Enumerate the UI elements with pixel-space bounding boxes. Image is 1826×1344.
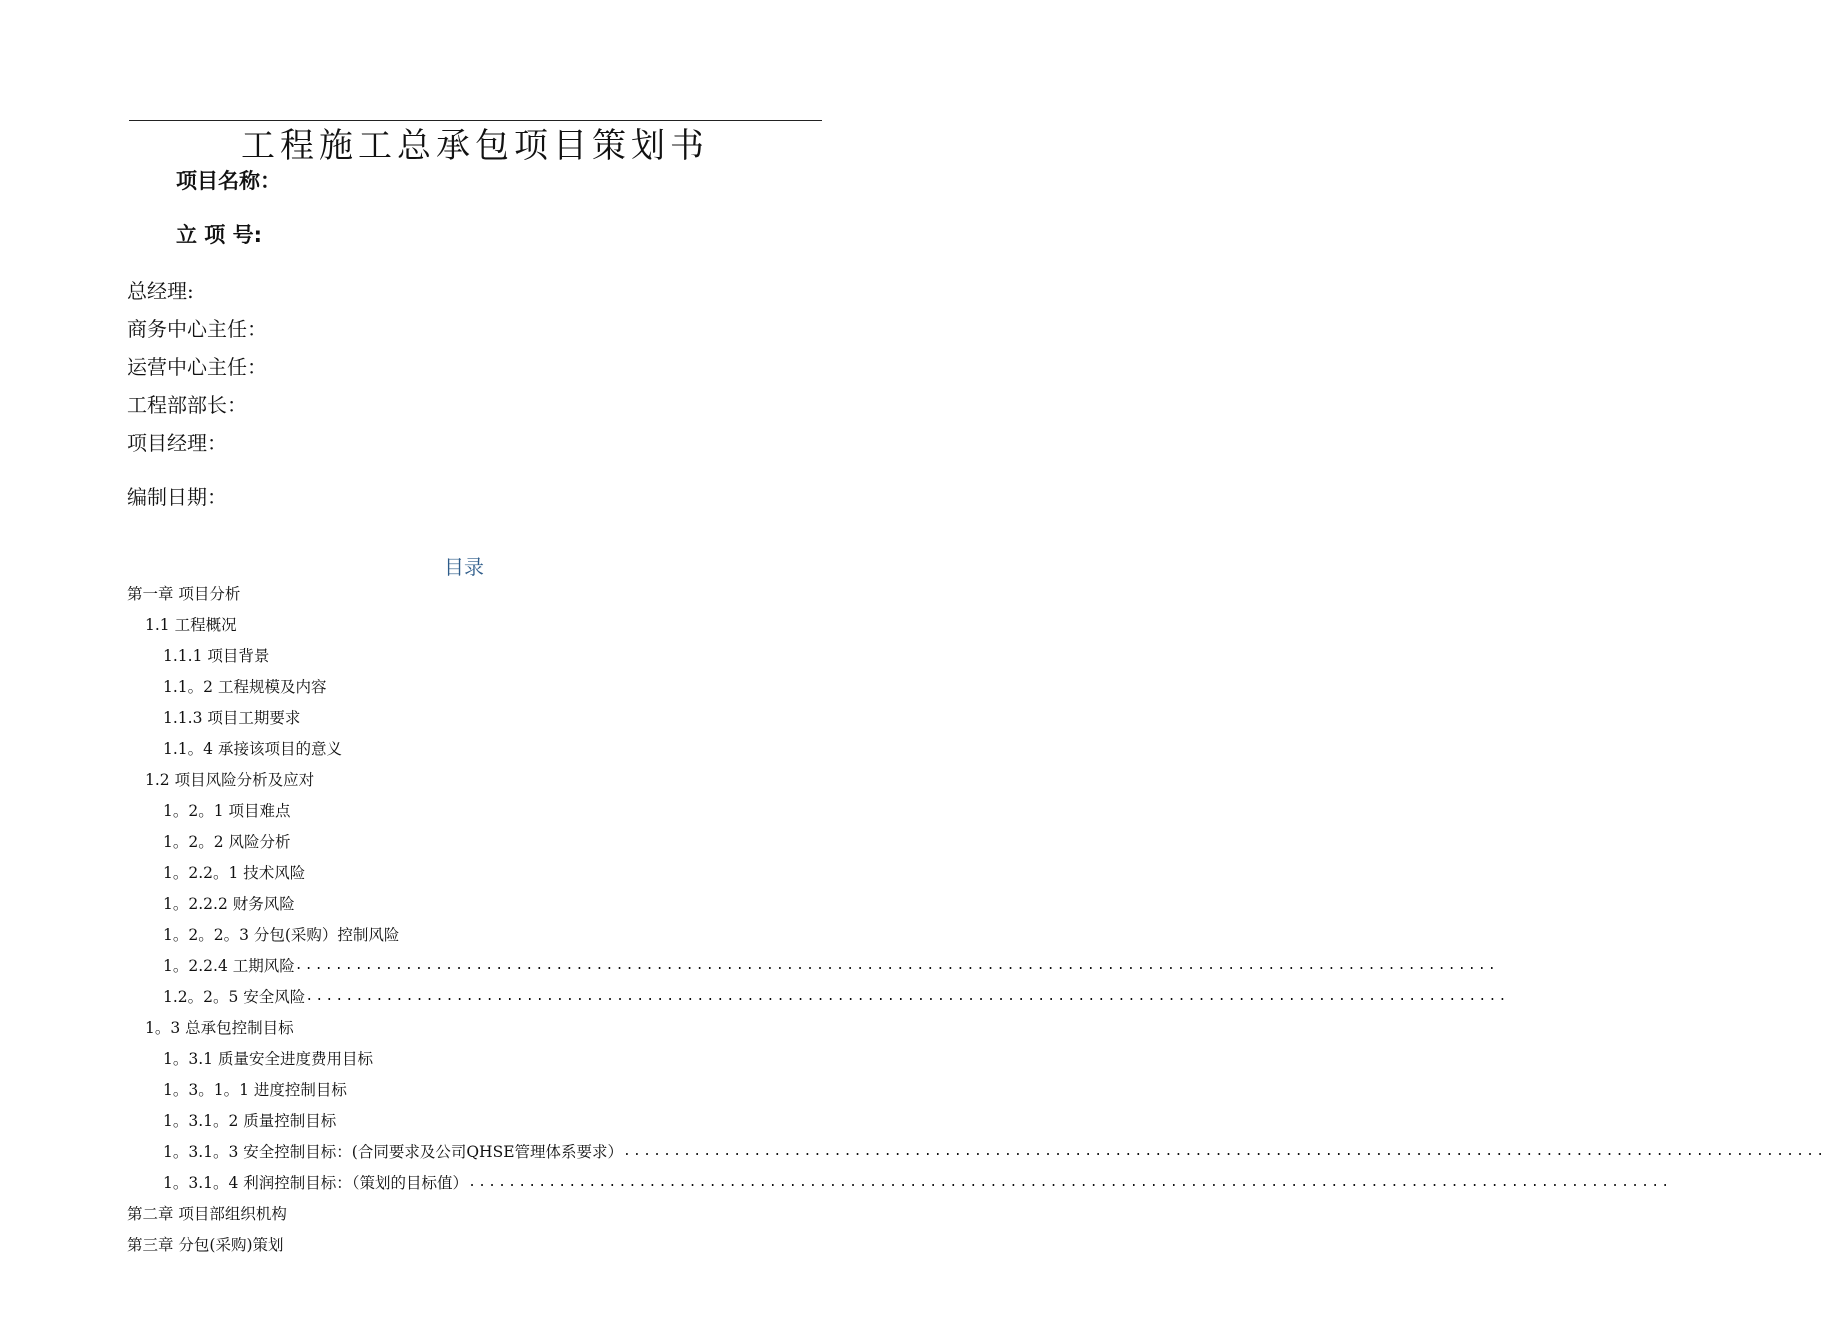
toc-item[interactable] bbox=[127, 1200, 822, 1231]
toc-item[interactable] bbox=[163, 921, 822, 952]
toc-item-text: 第二章 项目部组织机构 bbox=[127, 1205, 287, 1223]
toc-item-text: 1.1 工程概况 bbox=[145, 616, 237, 634]
toc-dot-leader: ........................................................................................................................ bbox=[305, 989, 1509, 1004]
toc-item-text: 1。3。1。1 进度控制目标 bbox=[163, 1081, 347, 1099]
toc-item-text: 1.1。2 工程规模及内容 bbox=[163, 678, 327, 696]
toc-item-text: 1。3.1。2 质量控制目标 bbox=[163, 1112, 337, 1130]
toc-item[interactable] bbox=[163, 890, 822, 921]
toc-item[interactable] bbox=[163, 1076, 822, 1107]
signature-project-manager: 项目经理： bbox=[127, 431, 227, 455]
toc-item[interactable] bbox=[127, 1231, 822, 1262]
toc-item-text: 第一章 项目分析 bbox=[127, 585, 241, 603]
signature-business-center: 商务中心主任： bbox=[127, 317, 267, 341]
toc-item[interactable] bbox=[163, 1107, 822, 1138]
toc-item-text: 1.1.3 项目工期要求 bbox=[163, 709, 301, 727]
compile-date-label: 编制日期： bbox=[127, 485, 227, 509]
toc-item-text: 1。3 总承包控制目标 bbox=[145, 1019, 294, 1037]
header-rule bbox=[129, 120, 822, 121]
toc-item-text: 1。2.2。1 技术风险 bbox=[163, 864, 306, 882]
toc-item-text: 第三章 分包(采购)策划 bbox=[127, 1236, 284, 1254]
toc-item[interactable] bbox=[163, 1045, 822, 1076]
toc-item-text: 1。3.1。3 安全控制目标：(合同要求及公司QHSE管理体系要求） bbox=[163, 1143, 624, 1161]
toc-item-text: 1。2。2 风险分析 bbox=[163, 833, 291, 851]
toc-item[interactable] bbox=[163, 859, 822, 890]
toc-item-text: 1.1.1 项目背景 bbox=[163, 647, 270, 665]
toc-item-text: 1。2.2.2 财务风险 bbox=[163, 895, 295, 913]
toc-item[interactable] bbox=[163, 704, 822, 735]
toc-dot-leader: ........................................................................................................................ bbox=[468, 1175, 1672, 1190]
signature-engineering-head: 工程部部长： bbox=[127, 393, 247, 417]
document-title: 工程施工总承包项目策划书 bbox=[241, 126, 709, 166]
toc-item-text: 1。2.2.4 工期风险 bbox=[163, 957, 295, 975]
toc-item[interactable] bbox=[145, 1014, 822, 1045]
toc-item[interactable] bbox=[163, 797, 822, 828]
toc-item-text: 1。3.1。4 利润控制目标：（策划的目标值） bbox=[163, 1174, 469, 1192]
toc-item[interactable] bbox=[163, 673, 822, 704]
toc-heading: 目录 bbox=[444, 555, 484, 579]
signature-general-manager: 总经理: bbox=[127, 279, 194, 303]
project-name-label: 项目名称： bbox=[176, 169, 281, 193]
toc-item-text: 1.2。2。5 安全风险 bbox=[163, 988, 306, 1006]
project-number-label: 立 项 号: bbox=[176, 223, 263, 247]
toc-item[interactable] bbox=[163, 952, 1498, 983]
toc-item[interactable] bbox=[163, 983, 1509, 1014]
toc-item[interactable] bbox=[163, 1169, 1672, 1200]
toc-item-text: 1.2 项目风险分析及应对 bbox=[145, 771, 315, 789]
toc-item[interactable] bbox=[163, 642, 822, 673]
toc-dot-leader: ........................................................................................................................ bbox=[623, 1144, 1826, 1159]
toc-item[interactable] bbox=[145, 611, 822, 642]
toc-item[interactable] bbox=[163, 735, 822, 766]
toc-item[interactable] bbox=[163, 828, 822, 859]
toc-item[interactable] bbox=[163, 1138, 1826, 1169]
signature-operations-center: 运营中心主任： bbox=[127, 355, 267, 379]
toc-item-text: 1。2。2。3 分包(采购）控制风险 bbox=[163, 926, 400, 944]
toc-dot-leader: ........................................................................................................................ bbox=[294, 958, 1498, 973]
toc-item[interactable] bbox=[127, 580, 822, 611]
toc-item[interactable] bbox=[145, 766, 822, 797]
toc-item-text: 1.1。4 承接该项目的意义 bbox=[163, 740, 342, 758]
toc-item-text: 1。2。1 项目难点 bbox=[163, 802, 291, 820]
toc-item-text: 1。3.1 质量安全进度费用目标 bbox=[163, 1050, 373, 1068]
